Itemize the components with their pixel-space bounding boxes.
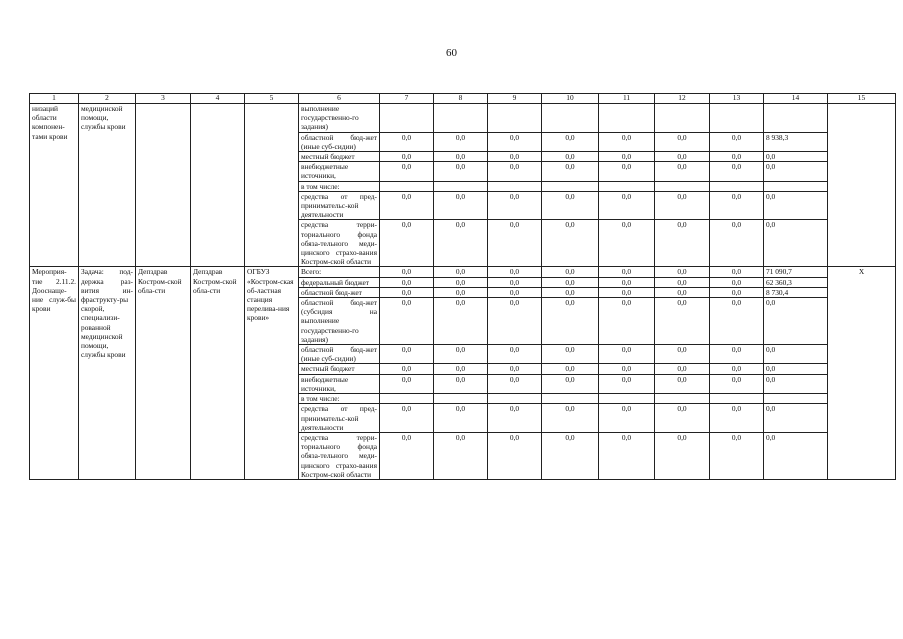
value-cell: 0,0: [380, 374, 434, 393]
column-header: 12: [655, 94, 710, 104]
value-cell: 0,0: [488, 364, 542, 374]
value-cell: 0,0: [599, 267, 655, 277]
header-row: [30, 94, 896, 104]
value-cell: 0,0: [434, 191, 488, 220]
value-cell: 0,0: [542, 267, 599, 277]
task-cell: медицинской помощи, службы крови: [79, 104, 136, 267]
indicator-cell: Х: [828, 267, 896, 479]
value-cell: 0,0: [655, 287, 710, 297]
value-cell: 0,0: [488, 220, 542, 267]
responsible-cell: Депздрав Костром-ской обла-сти: [136, 267, 191, 479]
value-cell: 0,0: [434, 152, 488, 162]
value-cell: 0,0: [488, 267, 542, 277]
value-cell: 0,0: [764, 152, 828, 162]
value-cell: 0,0: [764, 432, 828, 479]
value-cell: 0,0: [655, 162, 710, 181]
table-row: [30, 104, 896, 133]
coordinator-cell: Депздрав Костром-ской обла-сти: [191, 267, 245, 479]
value-cell: 0,0: [655, 277, 710, 287]
value-cell: 0,0: [434, 298, 488, 345]
funding-source-cell: средства от пред-принимательс-кой деятельности: [299, 191, 380, 220]
value-cell: 0,0: [488, 191, 542, 220]
funding-source-cell: средства от пред-принимательс-кой деятельности: [299, 404, 380, 433]
value-cell: 8 730,4: [764, 287, 828, 297]
value-cell: [764, 394, 828, 404]
value-cell: [655, 104, 710, 133]
measure-name-cell: низаций области компонен-тами крови: [30, 104, 79, 267]
value-cell: 0,0: [488, 432, 542, 479]
value-cell: 0,0: [380, 298, 434, 345]
value-cell: 0,0: [434, 162, 488, 181]
value-cell: 0,0: [542, 132, 599, 151]
value-cell: 0,0: [380, 277, 434, 287]
column-header: 5: [245, 94, 299, 104]
value-cell: 0,0: [599, 432, 655, 479]
value-cell: 0,0: [599, 162, 655, 181]
value-cell: [542, 104, 599, 133]
column-header: 11: [599, 94, 655, 104]
funding-source-cell: выполнение государственно-го задания): [299, 104, 380, 133]
value-cell: 0,0: [434, 220, 488, 267]
value-cell: 0,0: [764, 374, 828, 393]
value-cell: [599, 181, 655, 191]
value-cell: 71 090,7: [764, 267, 828, 277]
value-cell: 0,0: [488, 287, 542, 297]
value-cell: 0,0: [380, 345, 434, 364]
column-header: 2: [79, 94, 136, 104]
value-cell: 0,0: [655, 364, 710, 374]
value-cell: [599, 394, 655, 404]
value-cell: 0,0: [488, 152, 542, 162]
value-cell: 0,0: [710, 298, 764, 345]
page-number: 60: [446, 47, 457, 59]
funding-source-cell: внебюджетные источники,: [299, 374, 380, 393]
value-cell: 0,0: [655, 298, 710, 345]
value-cell: 0,0: [488, 132, 542, 151]
value-cell: 0,0: [542, 277, 599, 287]
value-cell: 0,0: [710, 220, 764, 267]
column-header: 13: [710, 94, 764, 104]
value-cell: 0,0: [434, 374, 488, 393]
funding-source-cell: в том числе:: [299, 181, 380, 191]
column-header: 14: [764, 94, 828, 104]
value-cell: 0,0: [599, 277, 655, 287]
funding-source-cell: средства терри-ториального фонда обяза-тельного меди-цинского страхо-вания Костром-ской области: [299, 220, 380, 267]
value-cell: [434, 104, 488, 133]
funding-source-cell: областной бюд-жет (иные суб-сидии): [299, 345, 380, 364]
column-header: 9: [488, 94, 542, 104]
value-cell: 0,0: [710, 287, 764, 297]
value-cell: 0,0: [380, 132, 434, 151]
funding-source-cell: средства терри-ториального фонда обяза-тельного меди-цинского страхо-вания Костром-ской области: [299, 432, 380, 479]
value-cell: 0,0: [380, 152, 434, 162]
value-cell: 0,0: [710, 277, 764, 287]
value-cell: 0,0: [710, 132, 764, 151]
coordinator-cell: [191, 104, 245, 267]
value-cell: [764, 104, 828, 133]
value-cell: 0,0: [655, 191, 710, 220]
funding-source-cell: местный бюджет: [299, 152, 380, 162]
value-cell: [488, 104, 542, 133]
value-cell: 0,0: [710, 162, 764, 181]
value-cell: 0,0: [710, 432, 764, 479]
value-cell: 0,0: [542, 152, 599, 162]
value-cell: [488, 394, 542, 404]
value-cell: 0,0: [542, 298, 599, 345]
value-cell: 0,0: [655, 220, 710, 267]
funding-source-cell: в том числе:: [299, 394, 380, 404]
value-cell: 0,0: [655, 267, 710, 277]
value-cell: [764, 181, 828, 191]
value-cell: 0,0: [655, 132, 710, 151]
value-cell: 0,0: [599, 132, 655, 151]
value-cell: 0,0: [764, 191, 828, 220]
value-cell: 0,0: [488, 298, 542, 345]
value-cell: 0,0: [710, 345, 764, 364]
value-cell: 0,0: [434, 267, 488, 277]
budget-table: [29, 93, 896, 480]
value-cell: 0,0: [488, 162, 542, 181]
measure-name-cell: Мероприя-тие 2.11.2. Дооснаще-ние служ-бы крови: [30, 267, 79, 479]
funding-source-cell: областной бюд-жет: [299, 287, 380, 297]
value-cell: 62 360,3: [764, 277, 828, 287]
task-cell: Задача: под-держка раз-вития ин-фраструкту-ры скорой, специализи-рованной медицинской помощи, службы крови: [79, 267, 136, 479]
table-row: [30, 267, 896, 277]
value-cell: 0,0: [764, 220, 828, 267]
column-header: 7: [380, 94, 434, 104]
value-cell: 0,0: [380, 404, 434, 433]
value-cell: 0,0: [488, 374, 542, 393]
value-cell: 0,0: [542, 162, 599, 181]
value-cell: [542, 394, 599, 404]
value-cell: 0,0: [655, 432, 710, 479]
funding-source-cell: местный бюджет: [299, 364, 380, 374]
value-cell: [655, 181, 710, 191]
value-cell: 0,0: [434, 132, 488, 151]
value-cell: [488, 181, 542, 191]
value-cell: 0,0: [764, 298, 828, 345]
value-cell: 0,0: [599, 220, 655, 267]
value-cell: 0,0: [542, 404, 599, 433]
funding-source-cell: Всего:: [299, 267, 380, 277]
value-cell: 0,0: [434, 345, 488, 364]
column-header: 3: [136, 94, 191, 104]
value-cell: 0,0: [542, 191, 599, 220]
value-cell: 0,0: [380, 267, 434, 277]
value-cell: 0,0: [380, 364, 434, 374]
column-header: 15: [828, 94, 896, 104]
value-cell: 0,0: [710, 191, 764, 220]
value-cell: 0,0: [599, 152, 655, 162]
value-cell: 0,0: [599, 298, 655, 345]
funding-source-cell: областной бюд-жет (субсидия на выполнение государственно-го задания): [299, 298, 380, 345]
value-cell: 0,0: [542, 345, 599, 364]
value-cell: 0,0: [710, 152, 764, 162]
value-cell: 0,0: [434, 364, 488, 374]
executor-cell: ОГБУЗ «Костром-ская об-ластная станция перелива-ния крови»: [245, 267, 299, 479]
value-cell: [599, 104, 655, 133]
value-cell: 0,0: [434, 404, 488, 433]
value-cell: 0,0: [764, 162, 828, 181]
value-cell: 0,0: [599, 191, 655, 220]
value-cell: 0,0: [488, 277, 542, 287]
indicator-cell: [828, 104, 896, 267]
value-cell: 8 938,3: [764, 132, 828, 151]
value-cell: [434, 394, 488, 404]
funding-source-cell: внебюджетные источники,: [299, 162, 380, 181]
value-cell: [380, 394, 434, 404]
value-cell: 0,0: [434, 277, 488, 287]
value-cell: [710, 104, 764, 133]
value-cell: 0,0: [655, 374, 710, 393]
responsible-cell: [136, 104, 191, 267]
value-cell: 0,0: [710, 364, 764, 374]
value-cell: 0,0: [380, 287, 434, 297]
value-cell: 0,0: [542, 220, 599, 267]
value-cell: 0,0: [599, 287, 655, 297]
value-cell: 0,0: [542, 374, 599, 393]
value-cell: 0,0: [599, 374, 655, 393]
value-cell: 0,0: [380, 220, 434, 267]
value-cell: [542, 181, 599, 191]
value-cell: 0,0: [542, 287, 599, 297]
value-cell: 0,0: [764, 345, 828, 364]
value-cell: 0,0: [380, 432, 434, 479]
value-cell: 0,0: [380, 162, 434, 181]
value-cell: 0,0: [764, 404, 828, 433]
value-cell: 0,0: [542, 364, 599, 374]
value-cell: 0,0: [599, 364, 655, 374]
value-cell: 0,0: [380, 191, 434, 220]
column-header: 6: [299, 94, 380, 104]
value-cell: 0,0: [434, 432, 488, 479]
value-cell: [380, 181, 434, 191]
column-header: 8: [434, 94, 488, 104]
column-header: 4: [191, 94, 245, 104]
value-cell: [434, 181, 488, 191]
value-cell: 0,0: [542, 432, 599, 479]
value-cell: 0,0: [710, 267, 764, 277]
value-cell: [710, 181, 764, 191]
value-cell: [380, 104, 434, 133]
funding-source-cell: областной бюд-жет (иные суб-сидии): [299, 132, 380, 151]
value-cell: 0,0: [488, 345, 542, 364]
column-header: 10: [542, 94, 599, 104]
value-cell: 0,0: [488, 404, 542, 433]
value-cell: 0,0: [710, 404, 764, 433]
value-cell: 0,0: [710, 374, 764, 393]
value-cell: 0,0: [599, 404, 655, 433]
column-header: 1: [30, 94, 79, 104]
funding-source-cell: федеральный бюджет: [299, 277, 380, 287]
value-cell: [655, 394, 710, 404]
value-cell: 0,0: [434, 287, 488, 297]
value-cell: 0,0: [764, 364, 828, 374]
value-cell: 0,0: [599, 345, 655, 364]
value-cell: 0,0: [655, 152, 710, 162]
value-cell: 0,0: [655, 404, 710, 433]
executor-cell: [245, 104, 299, 267]
value-cell: [710, 394, 764, 404]
value-cell: 0,0: [655, 345, 710, 364]
